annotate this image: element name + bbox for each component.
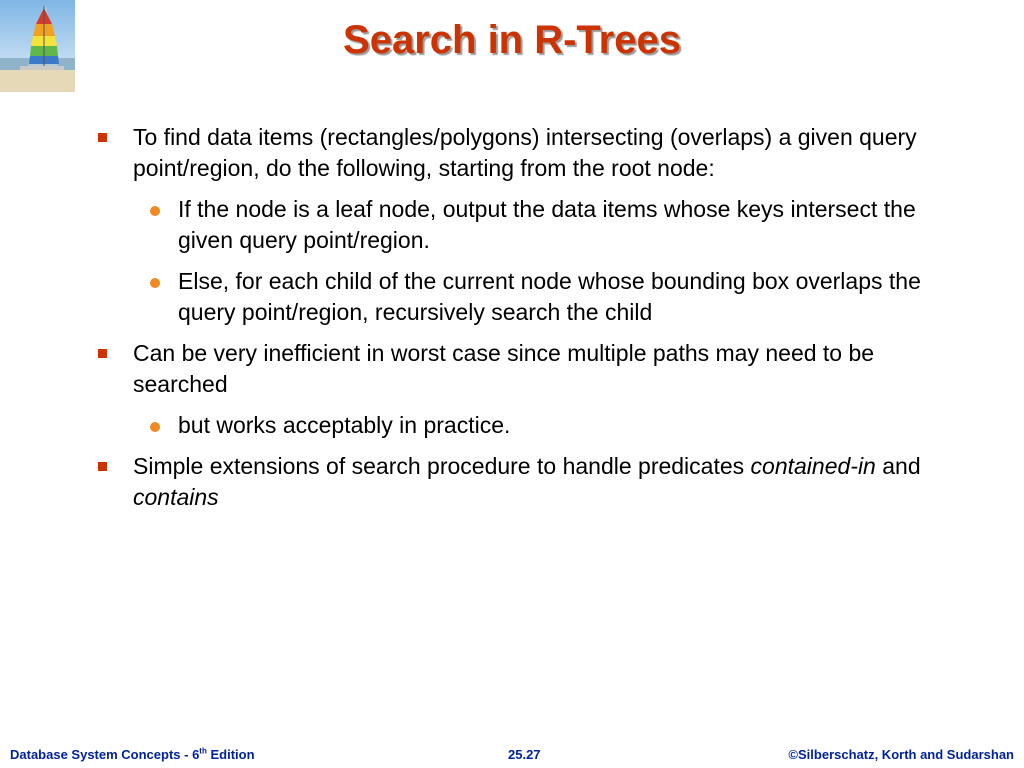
bullet-text: To find data items (rectangles/polygons) intersecting (overlaps) a given query point/region, do the following, starting from the root node:	[133, 124, 917, 181]
dot-bullet-icon	[150, 206, 160, 216]
predicate-contains: contains	[133, 484, 219, 510]
sub-bullet-text: Else, for each child of the current node whose bounding box overlaps the query point/region, recursively search the child	[178, 268, 921, 325]
slide-title: Search in R-Trees	[343, 18, 681, 62]
footer-edition-suffix: th	[199, 746, 207, 756]
sub-bullet-item	[96, 266, 926, 328]
predicate-contained-in: contained-in	[750, 453, 876, 479]
bullet-item	[96, 451, 926, 513]
sub-bullet-item	[96, 194, 926, 256]
slide-content	[96, 122, 926, 523]
bullet-item	[96, 338, 926, 400]
dot-bullet-icon	[150, 422, 160, 432]
footer-book-title	[10, 747, 255, 762]
page-number: 25.27	[508, 747, 541, 762]
square-bullet-icon	[98, 462, 107, 471]
square-bullet-icon	[98, 349, 107, 358]
slide-footer	[0, 740, 1024, 768]
sub-bullet-text: If the node is a leaf node, output the data items whose keys intersect the given query point/region.	[178, 196, 916, 253]
bullet-item	[96, 122, 926, 184]
bullet-text: Can be very inefficient in worst case since multiple paths may need to be searched	[133, 340, 875, 397]
bullet-text-prefix: Simple extensions of search procedure to handle predicates	[133, 453, 751, 479]
copyright-notice: ©Silberschatz, Korth and Sudarshan	[788, 747, 1014, 762]
footer-edition-label: Edition	[206, 747, 255, 762]
sub-bullet-item	[96, 410, 926, 441]
sub-bullet-text: but works acceptably in practice.	[178, 412, 511, 438]
dot-bullet-icon	[150, 278, 160, 288]
bullet-text-connector: and	[875, 453, 921, 479]
footer-book-name: Database System Concepts - 6	[10, 747, 200, 762]
square-bullet-icon	[98, 133, 107, 142]
